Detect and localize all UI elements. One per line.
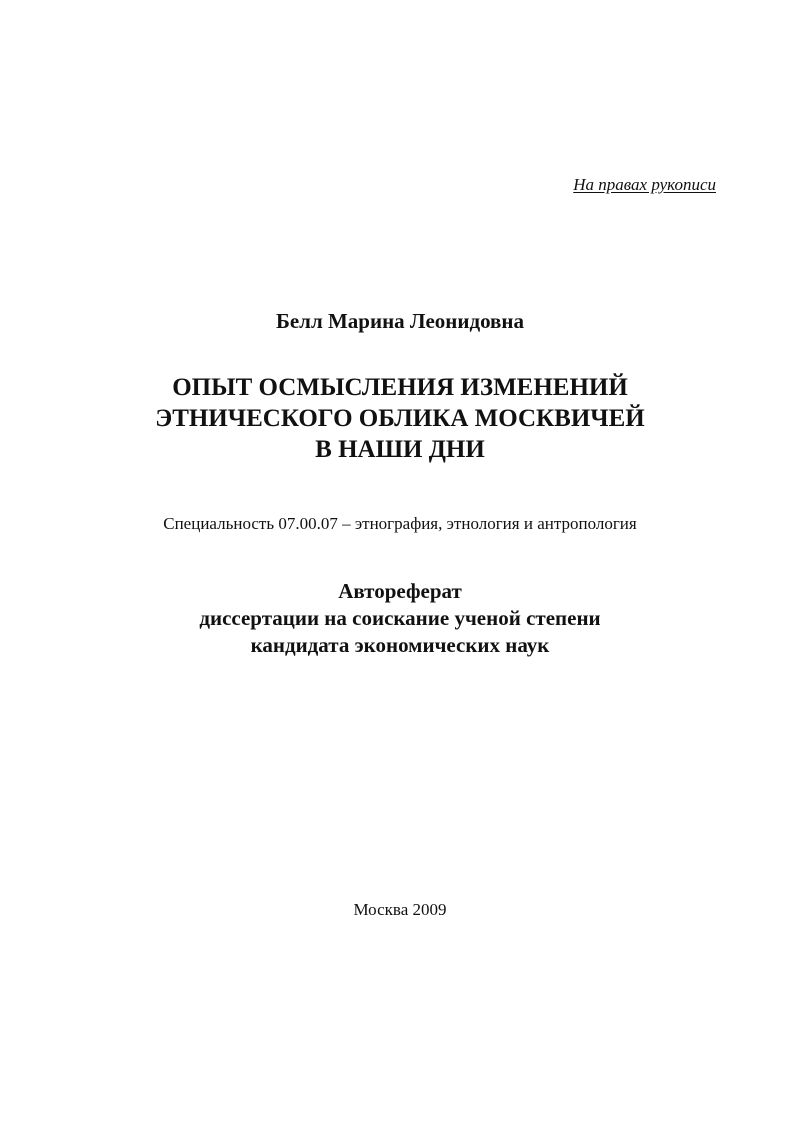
abstract-line-1: Автореферат: [338, 579, 462, 603]
title-line-2: ЭТНИЧЕСКОГО ОБЛИКА МОСКВИЧЕЙ: [155, 405, 645, 432]
abstract-line-3: кандидата экономических наук: [250, 633, 550, 657]
place-and-year: Москва 2009: [353, 900, 447, 919]
abstract-description: [0, 578, 800, 659]
author-name: Белл Марина Леонидовна: [275, 309, 525, 333]
title-line-1: ОПЫТ ОСМЫСЛЕНИЯ ИЗМЕНЕНИЙ: [172, 374, 628, 401]
manuscript-rights-notice: На правах рукописи: [573, 175, 716, 194]
dissertation-title: [0, 372, 800, 465]
specialty-line: Специальность 07.00.07 – этнография, этнология и антропология: [163, 514, 637, 533]
abstract-line-2: диссертации на соискание ученой степени: [199, 606, 601, 630]
title-line-3: В НАШИ ДНИ: [315, 436, 485, 463]
